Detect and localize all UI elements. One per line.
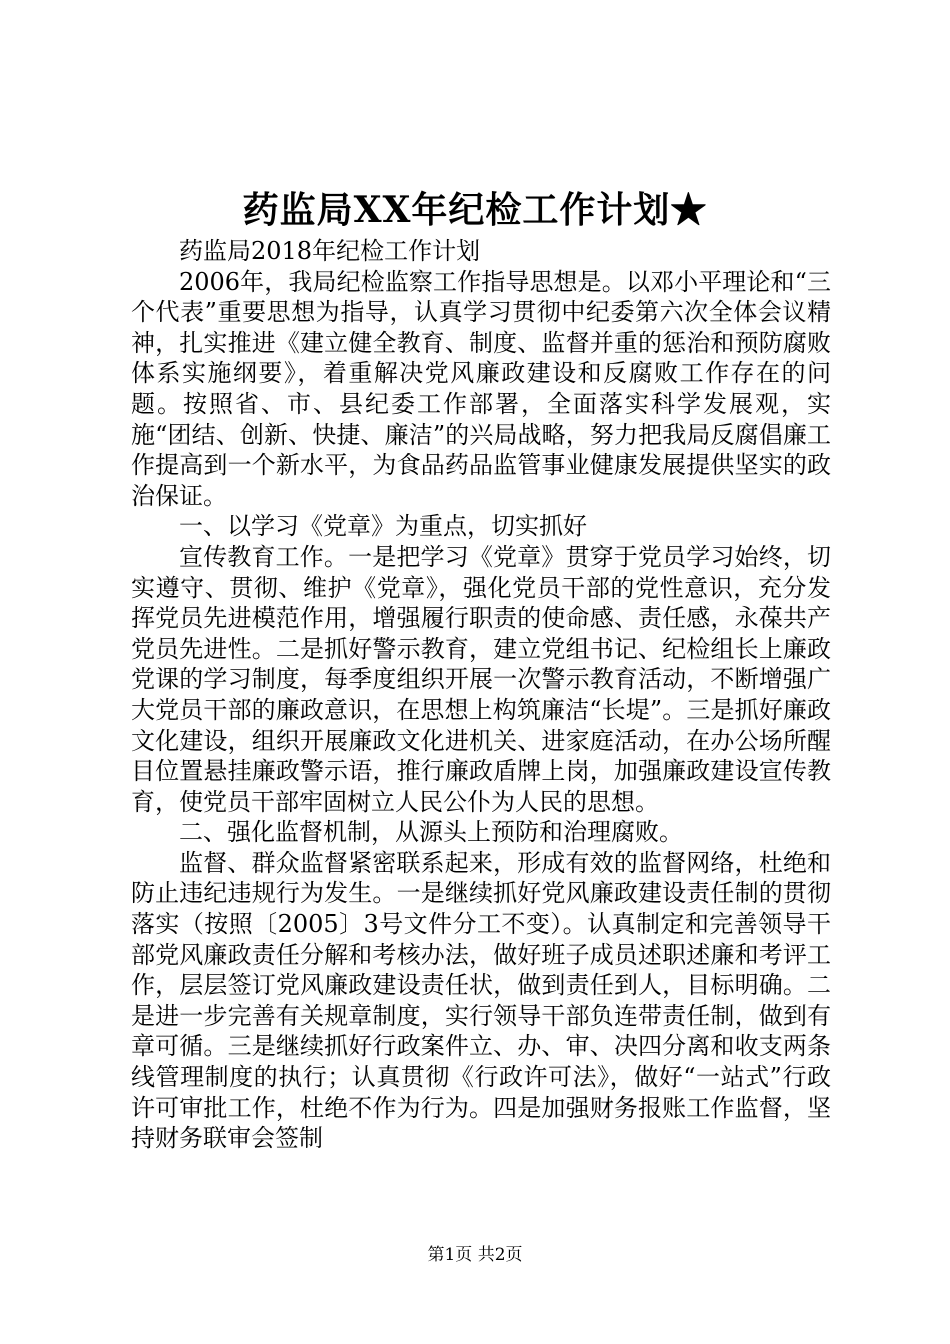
document-body	[131, 236, 831, 1154]
page-number: 第1页 共2页	[427, 1245, 523, 1265]
paragraph-education: 宣传教育工作。一是把学习《党章》贯穿于党员学习始终，切实遵守、贯彻、维护《党章》，强化党员干部的党性意识，充分发挥党员先进模范作用，增强履行职责的使命感、责任感，永葆共产党员先进性。二是抓好警示教育，建立党组书记、纪检组长上廉政党课的学习制度，每季度组织开展一次警示教育活动，不断增强广大党员干部的廉政意识，在思想上构筑廉洁“长堤”。三是抓好廉政文化建设，组织开展廉政文化进机关、进家庭活动，在办公场所醒目位置悬挂廉政警示语，推行廉政盾牌上岗，加强廉政建设宣传教育，使党员干部牢固树立人民公仆为人民的思想。	[131, 542, 831, 816]
section-heading-1: 一、以学习《党章》为重点，切实抓好	[179, 512, 587, 541]
paragraph-supervision: 监督、群众监督紧密联系起来，形成有效的监督网络，杜绝和防止违纪违规行为发生。一是继续抓好党风廉政建设责任制的贯彻落实（按照〔2005〕3号文件分工不变）。认真制定和完善领导干部党风廉政责任分解和考核办法，做好班子成员述职述廉和考评工作，层层签订党风廉政建设责任状，做到责任到人，目标明确。二是进一步完善有关规章制度，实行领导干部负连带责任制，做到有章可循。三是继续抓好行政案件立、办、审、决四分离和收支两条线管理制度的执行；认真贯彻《行政许可法》，做好“一站式”行政许可审批工作，杜绝不作为行为。四是加强财务报账工作监督，坚持财务联审会签制	[131, 848, 831, 1153]
section-heading-2: 二、强化监督机制，从源头上预防和治理腐败。	[179, 818, 683, 847]
document-title: 药监局XX年纪检工作计划★	[242, 189, 708, 231]
paragraph-guiding-thought: 2006年，我局纪检监察工作指导思想是。以邓小平理论和“三个代表”重要思想为指导，认真学习贯彻中纪委第六次全体会议精神，扎实推进《建立健全教育、制度、监督并重的惩治和预防腐败体系实施纲要》，着重解决党风廉政建设和反腐败工作存在的问题。按照省、市、县纪委工作部署，全面落实科学发展观，实施“团结、创新、快捷、廉洁”的兴局战略，努力把我局反腐倡廉工作提高到一个新水平，为食品药品监管事业健康发展提供坚实的政治保证。	[131, 267, 831, 510]
paragraph-subtitle: 药监局2018年纪检工作计划	[179, 237, 481, 265]
